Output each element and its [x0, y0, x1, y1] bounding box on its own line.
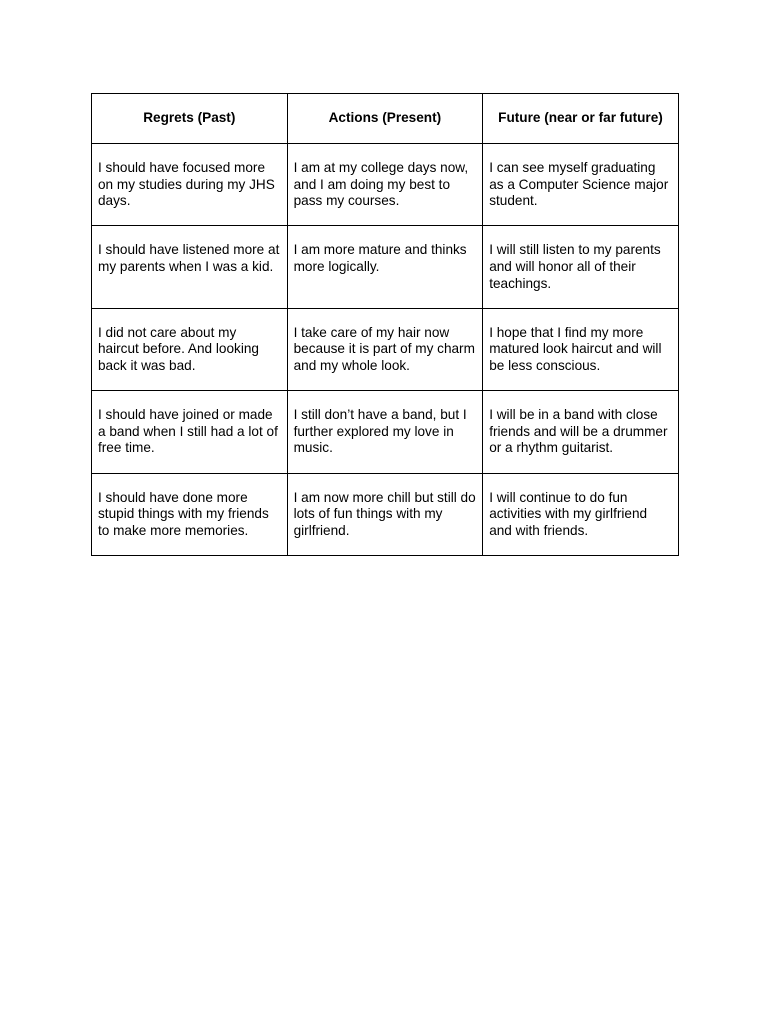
regret-cell: I did not care about my haircut before. And looking back it was bad.	[92, 308, 288, 390]
future-cell: I can see myself graduating as a Computer Science major student.	[483, 144, 679, 226]
table-row	[92, 308, 679, 390]
action-cell: I am at my college days now, and I am doing my best to pass my courses.	[287, 144, 483, 226]
future-cell: I hope that I find my more matured look haircut and will be less conscious.	[483, 308, 679, 390]
future-cell: I will continue to do fun activities with my girlfriend and with friends.	[483, 473, 679, 555]
regret-cell: I should have done more stupid things with my friends to make more memories.	[92, 473, 288, 555]
table-body	[92, 144, 679, 556]
regret-cell: I should have joined or made a band when I still had a lot of free time.	[92, 391, 288, 473]
table-row	[92, 473, 679, 555]
regret-cell: I should have focused more on my studies during my JHS days.	[92, 144, 288, 226]
header-row	[92, 94, 679, 144]
header-future: Future (near or far future)	[483, 94, 679, 144]
header-regrets-past: Regrets (Past)	[92, 94, 288, 144]
reflection-table	[91, 93, 679, 556]
action-cell: I am more mature and thinks more logically.	[287, 226, 483, 308]
action-cell: I still don’t have a band, but I further explored my love in music.	[287, 391, 483, 473]
future-cell: I will still listen to my parents and will honor all of their teachings.	[483, 226, 679, 308]
action-cell: I take care of my hair now because it is part of my charm and my whole look.	[287, 308, 483, 390]
future-cell: I will be in a band with close friends and will be a drummer or a rhythm guitarist.	[483, 391, 679, 473]
table-row	[92, 144, 679, 226]
regret-cell: I should have listened more at my parents when I was a kid.	[92, 226, 288, 308]
action-cell: I am now more chill but still do lots of fun things with my girlfriend.	[287, 473, 483, 555]
table-row	[92, 391, 679, 473]
header-actions-present: Actions (Present)	[287, 94, 483, 144]
table-row	[92, 226, 679, 308]
table-header	[92, 94, 679, 144]
